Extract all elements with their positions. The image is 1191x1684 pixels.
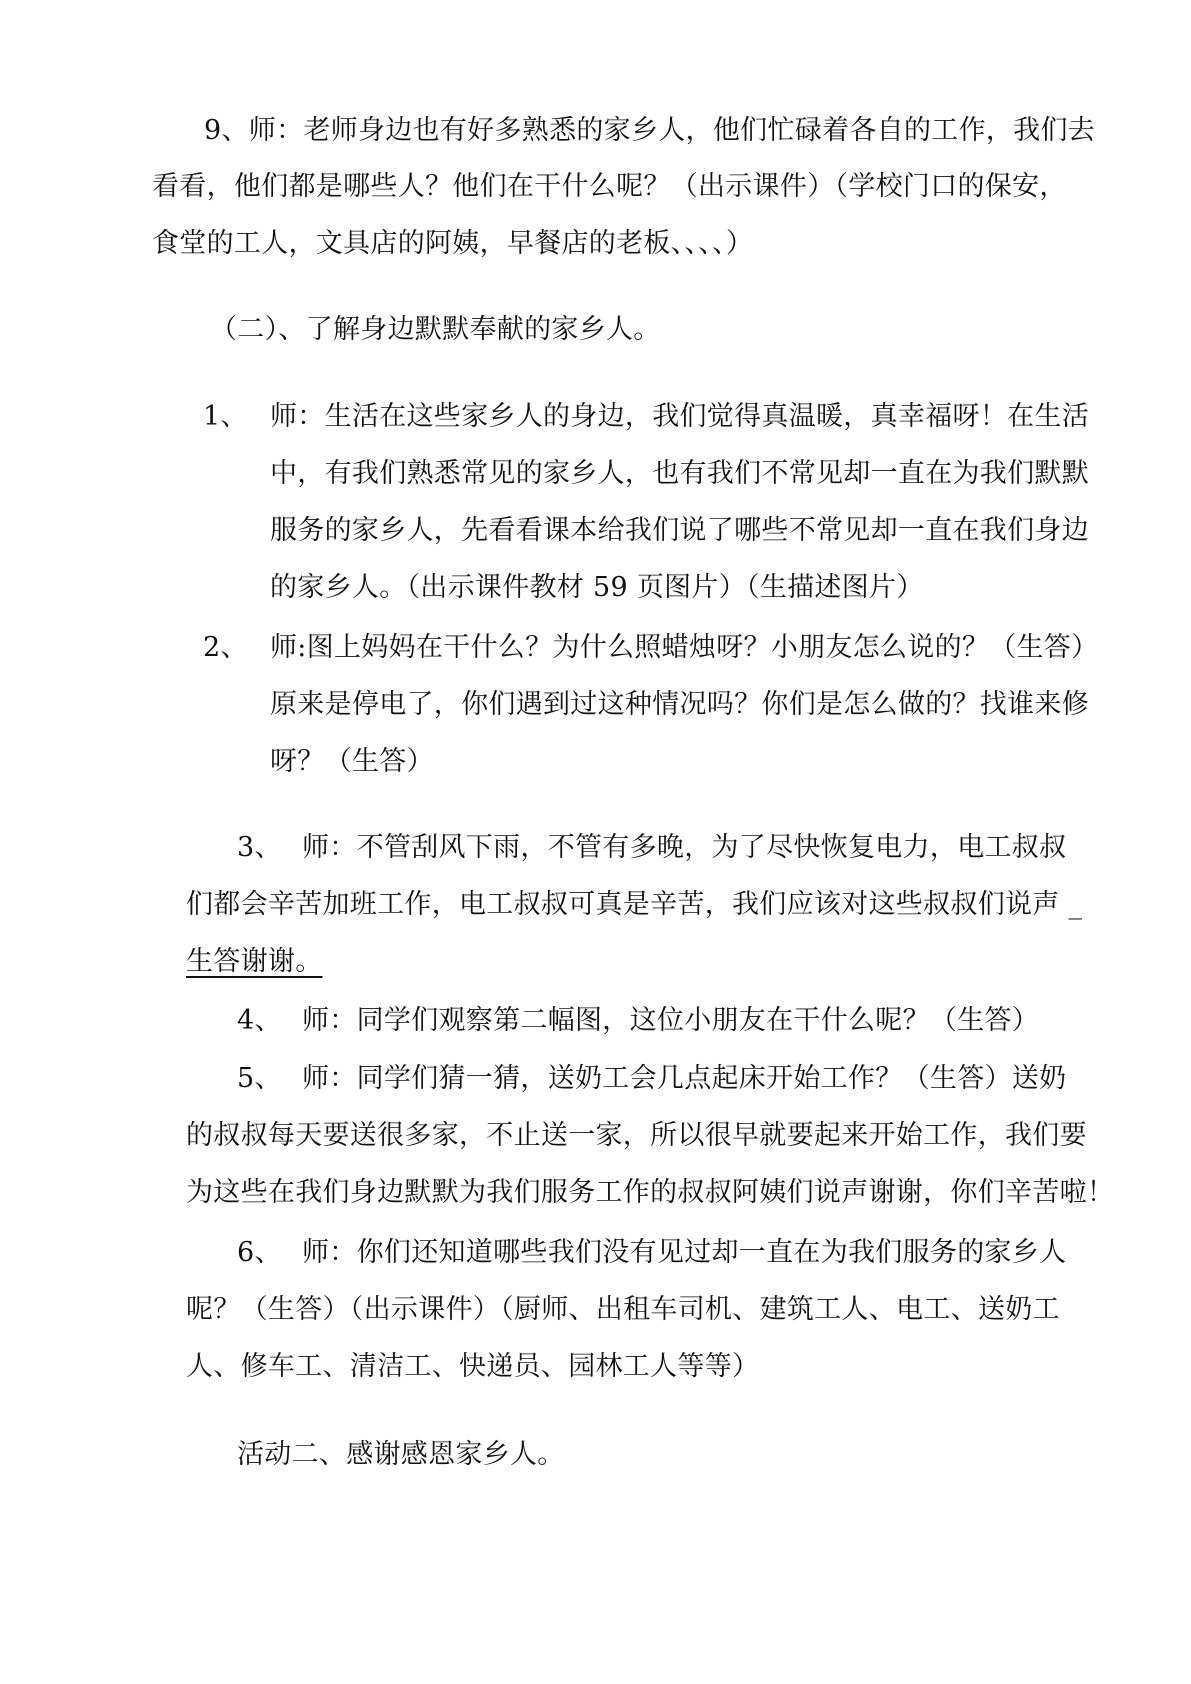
item-6-line-3: 人、修车工、清洁工、快递员、园林工人等等）: [186, 1351, 760, 1382]
item-6-line-1: 师：你们还知道哪些我们没有见过却一直在为我们服务的家乡人: [302, 1237, 1067, 1268]
item-5-line-2: 的叔叔每天要送很多家，不止送一家，所以很早就要起来开始工作，我们要: [186, 1120, 1087, 1151]
item-5-line-1: 师：同学们猜一猜，送奶工会几点起床开始工作？（生答）送奶: [302, 1063, 1067, 1094]
item-3-line-2: 们都会辛苦加班工作，电工叔叔可真是辛苦，我们应该对这些叔叔们说声 _: [186, 889, 1083, 920]
item-4-number: 4、: [237, 1005, 282, 1036]
item-3-answer-underlined: 生答谢谢。: [186, 946, 323, 977]
item-2-line-3: 呀？（生答）: [270, 746, 434, 777]
item-5-number: 5、: [237, 1063, 282, 1094]
paragraph-9-line-3: 食堂的工人，文具店的阿姨，早餐店的老板、、、、）: [152, 228, 754, 259]
item-1-number: 1、: [203, 401, 248, 432]
item-1-line-4: 的家乡人。（出示课件教材 59 页图片）（生描述图片）: [270, 572, 924, 603]
item-3-number: 3、: [237, 832, 282, 863]
item-1-line-1: 师：生活在这些家乡人的身边，我们觉得真温暖，真幸福呀！在生活: [270, 401, 1089, 432]
paragraph-9-line-1: 9、师：老师身边也有好多熟悉的家乡人，他们忙碌着各自的工作，我们去: [204, 115, 1096, 146]
paragraph-9-line-2: 看看，他们都是哪些人？他们在干什么呢？（出示课件）（学校门口的保安，: [152, 171, 1067, 202]
section-2-heading: （二）、了解身边默默奉献的家乡人。: [210, 314, 661, 345]
item-2-line-2: 原来是停电了，你们遇到过这种情况吗？你们是怎么做的？找谁来修: [270, 689, 1089, 720]
activity-2-heading: 活动二、感谢感恩家乡人。: [237, 1439, 565, 1470]
item-4-line-1: 师：同学们观察第二幅图，这位小朋友在干什么呢？（生答）: [302, 1005, 1040, 1036]
item-6-line-2: 呢？（生答）（出示课件）（厨师、出租车司机、建筑工人、电工、送奶工: [186, 1294, 1060, 1325]
item-1-line-3: 服务的家乡人，先看看课本给我们说了哪些不常见却一直在我们身边: [270, 515, 1089, 546]
item-6-number: 6、: [237, 1237, 282, 1268]
item-3-line-1: 师：不管刮风下雨，不管有多晚，为了尽快恢复电力，电工叔叔: [302, 832, 1067, 863]
item-2-number: 2、: [203, 632, 248, 663]
item-2-line-1: 师:图上妈妈在干什么？为什么照蜡烛呀？小朋友怎么说的？（生答）: [270, 632, 1099, 663]
item-5-line-3: 为这些在我们身边默默为我们服务工作的叔叔阿姨们说声谢谢，你们辛苦啦！: [186, 1177, 1115, 1208]
item-1-line-2: 中，有我们熟悉常见的家乡人，也有我们不常见却一直在为我们默默: [270, 458, 1089, 489]
